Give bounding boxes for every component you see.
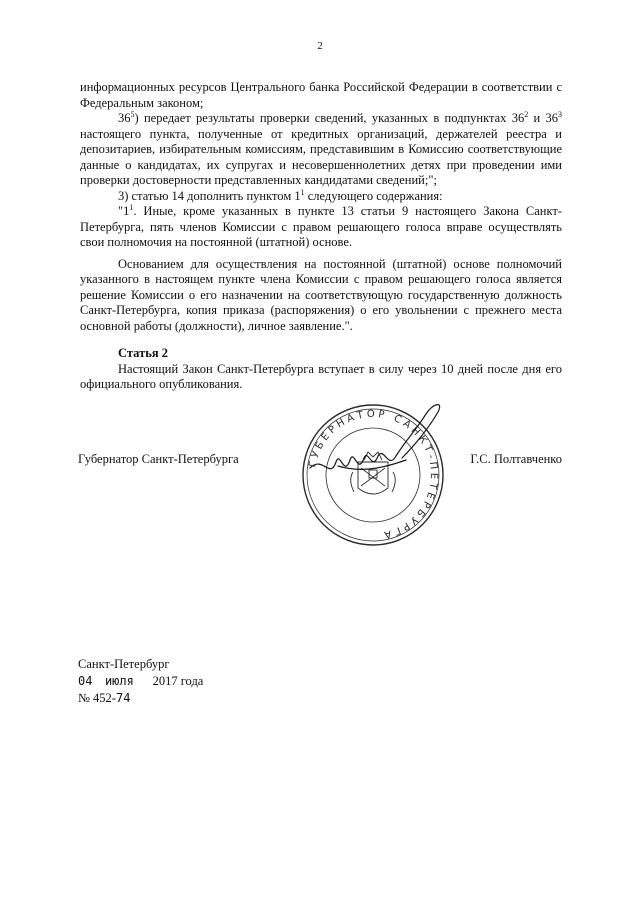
- paragraph-36-5: [80, 111, 562, 189]
- date-line: [78, 673, 203, 690]
- page-number: 2: [317, 40, 323, 52]
- day: 04: [78, 674, 93, 688]
- paragraph-3: [80, 189, 562, 205]
- official-seal: [298, 400, 448, 550]
- paragraph-1-1: [80, 204, 562, 251]
- seal-rings: [303, 405, 443, 545]
- year: 2017 года: [152, 674, 204, 688]
- clause-text: следующего содержания:: [304, 188, 443, 203]
- governor-name: Г.С. Полтавченко: [470, 452, 562, 466]
- city: Санкт-Петербург: [78, 657, 170, 671]
- number-prefix: № 452-: [78, 691, 116, 705]
- month: июля: [104, 674, 134, 688]
- number-handwritten: 74: [115, 691, 131, 705]
- superscript: 2: [524, 110, 529, 119]
- document-body: [80, 80, 562, 393]
- article-2-text: Настоящий Закон Санкт-Петербурга вступает в силу через 10 дней после дня его официального опубликования.: [80, 361, 562, 391]
- governor-title: Губернатор Санкт-Петербурга: [78, 452, 239, 466]
- superscript: 1: [300, 187, 305, 197]
- document-footer: [78, 656, 203, 707]
- seal-ring-text: ГУБЕРНАТОР САНКТ-ПЕТЕРБУРГА: [307, 408, 440, 541]
- superscript: 5: [130, 110, 135, 119]
- superscript: 3: [558, 110, 562, 119]
- article-2-heading: Статья 2: [118, 346, 168, 360]
- clause-number: 36: [118, 111, 131, 125]
- coat-of-arms-icon: [351, 452, 396, 494]
- clause-text: . Иные, кроме указанных в пункте 13 статьи 9 настоящего Закона Санкт-Петербурга, пять членов Комиссии с правом решающего голоса вправе осуществлять свои полномочия на постоянной (штатной) основе.: [80, 204, 562, 249]
- clause-text: и 36: [528, 111, 558, 125]
- law-number: [78, 690, 203, 707]
- paragraph-basis: Основанием для осуществления на постоянной (штатной) основе полномочий указанного в настоящем пункте члена Комиссии с правом решающего голоса является решение Комиссии о его назначении на соответствующую государственную должность Санкт-Петербурга, копия приказа (распоряжения) о его увольнении с прежнего места основной работы (должности), личное заявление.".: [80, 256, 562, 333]
- clause-text: "1: [118, 204, 130, 218]
- clause-text: 3) статью 14 дополнить пунктом 1: [118, 188, 301, 203]
- superscript: 1: [129, 203, 134, 212]
- clause-text: настоящего пункта, полученные от кредитных организаций, держателей реестра и депозитариев, избирательным комиссиям, представившим в Комиссию соответствующие данные о кандидатах, их супругах и несовершеннолетних детях при проведении ими проверки достоверности представленных кандидатами сведений;";: [80, 126, 562, 187]
- paragraph-1: информационных ресурсов Центрального банка Российской Федерации в соответствии с Федеральным законом;: [80, 80, 562, 110]
- clause-text: ) передает результаты проверки сведений, указанных в подпунктах 36: [134, 111, 525, 125]
